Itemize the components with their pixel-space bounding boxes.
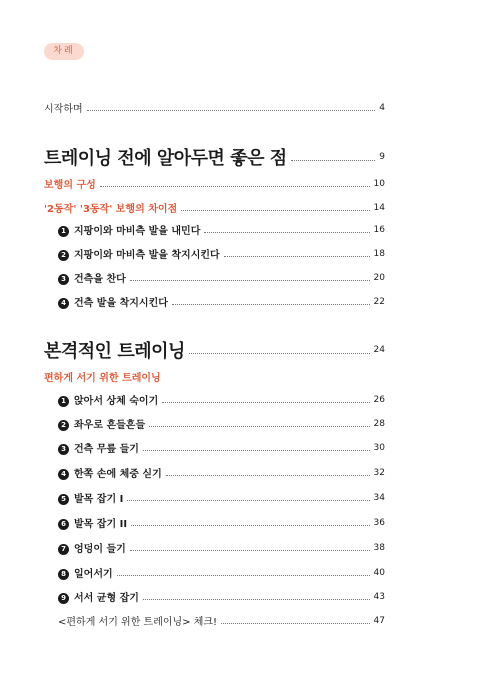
toc-entry-label: <편하게 서기 위한 트레이닝> 체크! xyxy=(58,617,218,628)
toc-entry-page: 20 xyxy=(373,272,385,283)
toc-entry-page: 43 xyxy=(373,591,385,602)
dot-leader xyxy=(100,186,370,187)
toc-step-entry[interactable] xyxy=(58,490,385,505)
step-text: 한쪽 손에 체중 싣기 xyxy=(74,469,162,480)
toc-step-entry[interactable] xyxy=(58,392,385,407)
toc-section-heading[interactable] xyxy=(44,144,385,170)
toc-section-heading[interactable] xyxy=(44,337,385,363)
dot-leader xyxy=(181,210,369,211)
dot-leader xyxy=(291,160,376,161)
step-label xyxy=(58,222,200,237)
step-text: 좌우로 흔들흔들 xyxy=(74,420,146,431)
step-number-badge: 2 xyxy=(58,250,69,261)
step-number-badge: 7 xyxy=(58,544,69,555)
step-label xyxy=(58,540,126,555)
toc-entry-page: 32 xyxy=(373,467,385,478)
step-label xyxy=(58,465,162,480)
section-title: 본격적인 트레이닝 xyxy=(44,341,185,362)
step-number-badge: 6 xyxy=(58,519,69,530)
toc-step-entry[interactable] xyxy=(58,515,385,530)
dot-leader xyxy=(130,550,370,551)
step-number-badge: 3 xyxy=(58,444,69,455)
toc-subsection[interactable] xyxy=(44,176,385,191)
toc-entry-page: 40 xyxy=(373,567,385,578)
step-text: 건측 발을 착지시킨다 xyxy=(74,298,168,309)
step-text: 발목 잡기 I xyxy=(74,494,124,505)
step-number-badge: 3 xyxy=(58,274,69,285)
toc-badge: 차례 xyxy=(44,43,84,60)
toc-entry-page: 38 xyxy=(373,542,385,553)
toc-entry-label: 시작하며 xyxy=(44,104,83,115)
dot-leader xyxy=(204,232,369,233)
step-label xyxy=(58,270,126,285)
toc-entry-page: 47 xyxy=(373,615,385,626)
toc-entry-page: 18 xyxy=(373,248,385,259)
toc-entry-page: 24 xyxy=(373,345,385,355)
toc-entry-intro[interactable] xyxy=(44,100,385,115)
dot-leader xyxy=(127,500,369,501)
step-number-badge: 1 xyxy=(58,396,69,407)
dot-leader xyxy=(162,402,369,403)
toc-step-entry[interactable] xyxy=(58,270,385,285)
toc-entry-page: 4 xyxy=(379,102,385,113)
toc-entry-page: 10 xyxy=(373,178,385,189)
subsection-title: 보행의 구성 xyxy=(44,180,96,191)
step-number-badge: 1 xyxy=(58,226,69,237)
toc-entry-page: 9 xyxy=(379,152,385,162)
step-number-badge: 5 xyxy=(58,494,69,505)
step-text: 지팡이와 마비측 발을 착지시킨다 xyxy=(74,250,220,261)
toc-step-entry[interactable] xyxy=(58,294,385,309)
step-label xyxy=(58,392,158,407)
toc-step-entry[interactable] xyxy=(58,565,385,580)
dot-leader xyxy=(143,599,370,600)
dot-leader xyxy=(149,426,369,427)
dot-leader xyxy=(221,623,369,624)
step-text: 앉아서 상체 숙이기 xyxy=(74,396,159,407)
step-number-badge: 4 xyxy=(58,469,69,480)
toc-subsection[interactable] xyxy=(44,200,385,215)
toc-step-entry[interactable] xyxy=(58,589,385,604)
toc-entry-page: 26 xyxy=(373,394,385,405)
step-label xyxy=(58,440,139,455)
step-label xyxy=(58,490,123,505)
step-label xyxy=(58,416,145,431)
step-label xyxy=(58,589,139,604)
toc-entry-check[interactable] xyxy=(58,613,385,628)
toc-entry-page: 14 xyxy=(373,202,385,213)
step-text: 건측 무릎 들기 xyxy=(74,444,139,455)
toc-entry-page: 34 xyxy=(373,492,385,503)
toc-step-entry[interactable] xyxy=(58,540,385,555)
subsection-title: '2동작' '3동작' 보행의 차이점 xyxy=(44,204,178,215)
step-text: 서서 균형 잡기 xyxy=(74,593,139,604)
step-label xyxy=(58,294,168,309)
dot-leader xyxy=(130,280,370,281)
dot-leader xyxy=(143,450,370,451)
step-number-badge: 4 xyxy=(58,298,69,309)
toc-entry-page: 16 xyxy=(373,224,385,235)
step-number-badge: 2 xyxy=(58,420,69,431)
step-label xyxy=(58,246,220,261)
dot-leader xyxy=(224,256,370,257)
step-number-badge: 8 xyxy=(58,569,69,580)
subsection-title: 편하게 서기 위한 트레이닝 xyxy=(44,373,161,384)
toc-entry-page: 30 xyxy=(373,442,385,453)
toc-entry-page: 22 xyxy=(373,296,385,307)
toc-subsection[interactable] xyxy=(44,369,385,384)
toc-step-entry[interactable] xyxy=(58,416,385,431)
step-text: 건측을 찬다 xyxy=(74,274,126,285)
step-label xyxy=(58,565,113,580)
dot-leader xyxy=(131,525,370,526)
dot-leader xyxy=(87,110,376,111)
dot-leader xyxy=(117,575,370,576)
toc-step-entry[interactable] xyxy=(58,465,385,480)
toc-step-entry[interactable] xyxy=(58,440,385,455)
step-number-badge: 9 xyxy=(58,593,69,604)
dot-leader xyxy=(166,475,370,476)
step-text: 엉덩이 들기 xyxy=(74,544,126,555)
step-text: 지팡이와 마비측 발을 내민다 xyxy=(74,226,201,237)
step-label xyxy=(58,515,127,530)
dot-leader xyxy=(172,304,370,305)
dot-leader xyxy=(189,353,370,354)
section-title: 트레이닝 전에 알아두면 좋은 점 xyxy=(44,148,287,169)
step-text: 일어서기 xyxy=(74,569,113,580)
toc-step-entry[interactable] xyxy=(58,246,385,261)
step-text: 발목 잡기 II xyxy=(74,519,128,530)
toc-entry-page: 36 xyxy=(373,517,385,528)
toc-entry-page: 28 xyxy=(373,418,385,429)
toc-step-entry[interactable] xyxy=(58,222,385,237)
